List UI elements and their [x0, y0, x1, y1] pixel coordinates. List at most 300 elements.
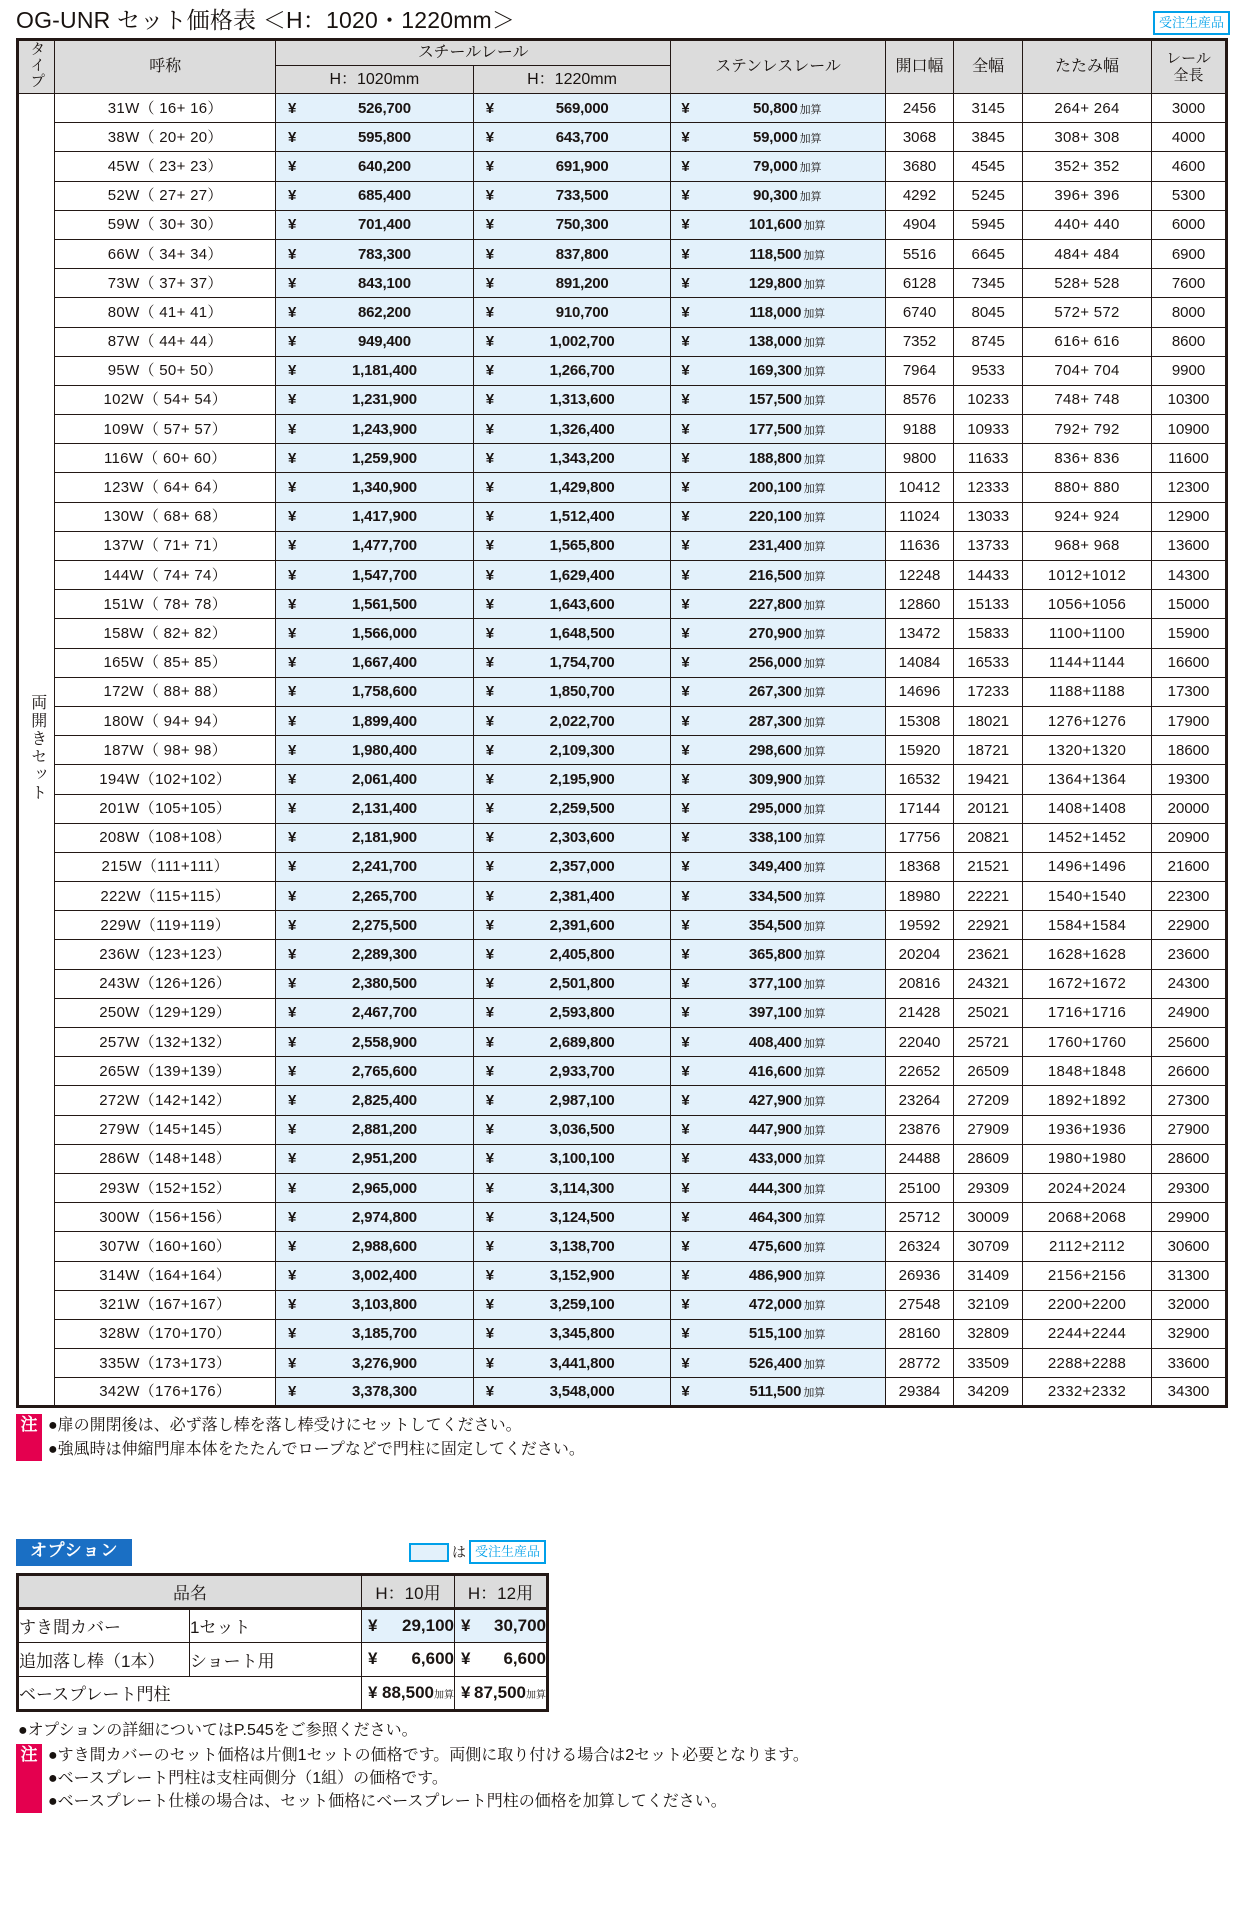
page-title: OG-UNR セット価格表 ＜H：1020・1220mm＞: [16, 7, 516, 33]
cell-fold-width: 1716+1716: [1023, 998, 1152, 1027]
cell-name: 265W（139+139）: [55, 1057, 276, 1086]
cell-fold-width: 880+ 880: [1023, 473, 1152, 502]
cell-rail-length: 24300: [1152, 969, 1227, 998]
cell-name: 95W（ 50+ 50）: [55, 356, 276, 385]
cell-rail-length: 8600: [1152, 327, 1227, 356]
cell-total-width: 3145: [954, 94, 1023, 123]
cell-steel-h1220: ¥ 2,933,700: [473, 1057, 671, 1086]
cell-stainless: ¥ 298,600 加算: [671, 736, 885, 765]
cell-steel-h1220: ¥ 837,800: [473, 239, 671, 268]
cell-rail-length: 28600: [1152, 1144, 1227, 1173]
cell-fold-width: 1584+1584: [1023, 911, 1152, 940]
cell-steel-h1020: ¥ 1,899,400: [276, 706, 474, 735]
table-row: [18, 1115, 1227, 1144]
cell-rail-length: 3000: [1152, 94, 1227, 123]
cell-steel-h1020: ¥ 685,400: [276, 181, 474, 210]
table-row: [18, 736, 1227, 765]
order-made-badge: 受注生産品: [1153, 11, 1230, 35]
bottom-note-body: [16, 1744, 1244, 1814]
cell-total-width: 22921: [954, 911, 1023, 940]
cell-name: 172W（ 88+ 88）: [55, 677, 276, 706]
table-row: [18, 1203, 1227, 1232]
cell-total-width: 32809: [954, 1319, 1023, 1348]
table-row: [18, 911, 1227, 940]
cell-fold-width: 2068+2068: [1023, 1203, 1152, 1232]
opt-cell-price-h12: ¥ 30,700: [455, 1608, 548, 1642]
cell-opening-width: 21428: [885, 998, 954, 1027]
cell-name: 279W（145+145）: [55, 1115, 276, 1144]
cell-fold-width: 792+ 792: [1023, 415, 1152, 444]
cell-opening-width: 27548: [885, 1290, 954, 1319]
options-table-head: [18, 1574, 548, 1608]
col-header-opening-width: 開口幅: [885, 40, 954, 94]
cell-stainless: ¥ 129,800 加算: [671, 269, 885, 298]
table-row: [18, 356, 1227, 385]
cell-fold-width: 1760+1760: [1023, 1028, 1152, 1057]
cell-stainless: ¥ 101,600 加算: [671, 210, 885, 239]
cell-steel-h1220: ¥ 1,754,700: [473, 648, 671, 677]
cell-fold-width: 1540+1540: [1023, 882, 1152, 911]
cell-steel-h1020: ¥ 2,275,500: [276, 911, 474, 940]
cell-total-width: 18721: [954, 736, 1023, 765]
cell-rail-length: 32900: [1152, 1319, 1227, 1348]
cell-total-width: 30709: [954, 1232, 1023, 1261]
cell-fold-width: 440+ 440: [1023, 210, 1152, 239]
cell-name: 66W（ 34+ 34）: [55, 239, 276, 268]
cell-name: 342W（176+176）: [55, 1378, 276, 1407]
cell-rail-length: 27300: [1152, 1086, 1227, 1115]
col-header-steel-h1020: H：1020mm: [276, 66, 474, 94]
cell-opening-width: 18368: [885, 852, 954, 881]
cell-steel-h1020: ¥ 1,417,900: [276, 502, 474, 531]
cell-steel-h1220: ¥ 3,100,100: [473, 1144, 671, 1173]
cell-stainless: ¥ 295,000 加算: [671, 794, 885, 823]
cell-rail-length: 4000: [1152, 123, 1227, 152]
table-row: [18, 531, 1227, 560]
cell-stainless: ¥ 157,500 加算: [671, 385, 885, 414]
cell-name: 257W（132+132）: [55, 1028, 276, 1057]
cell-steel-h1220: ¥ 1,343,200: [473, 444, 671, 473]
type-vertical-label: 両開きセット: [28, 694, 46, 803]
cell-total-width: 6645: [954, 239, 1023, 268]
table-row: [18, 619, 1227, 648]
cell-rail-length: 7600: [1152, 269, 1227, 298]
cell-steel-h1020: ¥ 862,200: [276, 298, 474, 327]
cell-steel-h1220: ¥ 2,195,900: [473, 765, 671, 794]
cell-name: 229W（119+119）: [55, 911, 276, 940]
cell-stainless: ¥ 338,100 加算: [671, 823, 885, 852]
cell-rail-length: 4600: [1152, 152, 1227, 181]
cell-steel-h1020: ¥ 595,800: [276, 123, 474, 152]
cell-total-width: 24321: [954, 969, 1023, 998]
cell-rail-length: 20000: [1152, 794, 1227, 823]
cell-opening-width: 17756: [885, 823, 954, 852]
cell-name: 38W（ 20+ 20）: [55, 123, 276, 152]
legend-wa: は: [451, 1544, 466, 1561]
cell-name: 236W（123+123）: [55, 940, 276, 969]
cell-total-width: 5945: [954, 210, 1023, 239]
cell-stainless: ¥ 416,600 加算: [671, 1057, 885, 1086]
table-row: [18, 1378, 1227, 1407]
opt-cell-price-h10: ¥ 88,500加算: [362, 1676, 455, 1710]
cell-stainless: ¥ 444,300 加算: [671, 1173, 885, 1202]
cell-steel-h1020: ¥ 2,881,200: [276, 1115, 474, 1144]
cell-steel-h1220: ¥ 891,200: [473, 269, 671, 298]
cell-rail-length: 11600: [1152, 444, 1227, 473]
options-legend: [409, 1540, 546, 1564]
note-lines: [42, 1414, 585, 1460]
table-row: [18, 706, 1227, 735]
cell-total-width: 18021: [954, 706, 1023, 735]
cell-steel-h1220: ¥ 3,036,500: [473, 1115, 671, 1144]
cell-total-width: 10233: [954, 385, 1023, 414]
cell-fold-width: 308+ 308: [1023, 123, 1152, 152]
cell-stainless: ¥ 118,000 加算: [671, 298, 885, 327]
cell-opening-width: 7352: [885, 327, 954, 356]
cell-opening-width: 22652: [885, 1057, 954, 1086]
col-header-total-width: 全幅: [954, 40, 1023, 94]
cell-name: 73W（ 37+ 37）: [55, 269, 276, 298]
options-row: [18, 1608, 548, 1642]
opt-col-header-item: 品名: [18, 1574, 362, 1608]
cell-name: 87W（ 44+ 44）: [55, 327, 276, 356]
table-row: [18, 210, 1227, 239]
cell-total-width: 25721: [954, 1028, 1023, 1057]
cell-fold-width: 572+ 572: [1023, 298, 1152, 327]
opt-cell-price-h10: ¥ 6,600: [362, 1642, 455, 1676]
cell-name: 116W（ 60+ 60）: [55, 444, 276, 473]
cell-steel-h1020: ¥ 2,965,000: [276, 1173, 474, 1202]
cell-opening-width: 29384: [885, 1378, 954, 1407]
cell-rail-length: 25600: [1152, 1028, 1227, 1057]
cell-steel-h1220: ¥ 3,259,100: [473, 1290, 671, 1319]
cell-stainless: ¥ 50,800 加算: [671, 94, 885, 123]
cell-total-width: 30009: [954, 1203, 1023, 1232]
bottom-note-badge: 注: [16, 1744, 42, 1814]
cell-steel-h1220: ¥ 2,689,800: [473, 1028, 671, 1057]
cell-opening-width: 3680: [885, 152, 954, 181]
bottom-notes: [16, 1720, 1244, 1814]
cell-steel-h1220: ¥ 750,300: [473, 210, 671, 239]
cell-rail-length: 18600: [1152, 736, 1227, 765]
cell-rail-length: 29900: [1152, 1203, 1227, 1232]
table-row: [18, 823, 1227, 852]
cell-stainless: ¥ 256,000 加算: [671, 648, 885, 677]
cell-steel-h1220: ¥ 2,303,600: [473, 823, 671, 852]
opt-cell-price-h10: ¥ 29,100: [362, 1608, 455, 1642]
cell-rail-length: 16600: [1152, 648, 1227, 677]
cell-total-width: 14433: [954, 561, 1023, 590]
cell-rail-length: 14300: [1152, 561, 1227, 590]
cell-steel-h1220: ¥ 733,500: [473, 181, 671, 210]
cell-fold-width: 1276+1276: [1023, 706, 1152, 735]
bottom-note-line: ●ベースプレート仕様の場合は、セット価格にベースプレート門柱の価格を加算してください。: [48, 1793, 727, 1811]
cell-rail-length: 26600: [1152, 1057, 1227, 1086]
cell-stainless: ¥ 365,800 加算: [671, 940, 885, 969]
cell-steel-h1020: ¥ 2,061,400: [276, 765, 474, 794]
cell-steel-h1020: ¥ 1,667,400: [276, 648, 474, 677]
cell-total-width: 32109: [954, 1290, 1023, 1319]
cell-stainless: ¥ 526,400 加算: [671, 1349, 885, 1378]
cell-steel-h1220: ¥ 2,593,800: [473, 998, 671, 1027]
cell-total-width: 23621: [954, 940, 1023, 969]
cell-fold-width: 396+ 396: [1023, 181, 1152, 210]
cell-steel-h1020: ¥ 2,951,200: [276, 1144, 474, 1173]
cell-name: 187W（ 98+ 98）: [55, 736, 276, 765]
cell-total-width: 27909: [954, 1115, 1023, 1144]
cell-rail-length: 13600: [1152, 531, 1227, 560]
cell-fold-width: 2332+2332: [1023, 1378, 1152, 1407]
cell-fold-width: 528+ 528: [1023, 269, 1152, 298]
cell-opening-width: 23876: [885, 1115, 954, 1144]
cell-fold-width: 1188+1188: [1023, 677, 1152, 706]
cell-opening-width: 4904: [885, 210, 954, 239]
table-row: [18, 940, 1227, 969]
table-row: [18, 269, 1227, 298]
table-row: [18, 1173, 1227, 1202]
cell-steel-h1220: ¥ 643,700: [473, 123, 671, 152]
cell-rail-length: 29300: [1152, 1173, 1227, 1202]
cell-rail-length: 12300: [1152, 473, 1227, 502]
cell-total-width: 20121: [954, 794, 1023, 823]
table-row: [18, 882, 1227, 911]
table-row: [18, 561, 1227, 590]
cell-fold-width: 2024+2024: [1023, 1173, 1152, 1202]
cell-steel-h1220: ¥ 3,152,900: [473, 1261, 671, 1290]
cell-steel-h1020: ¥ 3,002,400: [276, 1261, 474, 1290]
cell-stainless: ¥ 177,500 加算: [671, 415, 885, 444]
options-table-body: [18, 1608, 548, 1710]
cell-steel-h1220: ¥ 1,512,400: [473, 502, 671, 531]
cell-steel-h1020: ¥ 1,231,900: [276, 385, 474, 414]
table-row: [18, 1261, 1227, 1290]
cell-steel-h1020: ¥ 2,467,700: [276, 998, 474, 1027]
cell-stainless: ¥ 515,100 加算: [671, 1319, 885, 1348]
table-row: [18, 385, 1227, 414]
cell-steel-h1020: ¥ 2,380,500: [276, 969, 474, 998]
cell-steel-h1020: ¥ 2,558,900: [276, 1028, 474, 1057]
bottom-note-lines: [42, 1744, 809, 1814]
table-row: [18, 327, 1227, 356]
cell-stainless: ¥ 309,900 加算: [671, 765, 885, 794]
cell-steel-h1020: ¥ 783,300: [276, 239, 474, 268]
table-row: [18, 677, 1227, 706]
cell-steel-h1020: ¥ 2,131,400: [276, 794, 474, 823]
cell-opening-width: 15308: [885, 706, 954, 735]
legend-swatch: [409, 1543, 449, 1562]
cell-fold-width: 1936+1936: [1023, 1115, 1152, 1144]
options-header-row: [16, 1539, 546, 1566]
cell-steel-h1020: ¥ 843,100: [276, 269, 474, 298]
cell-rail-length: 15000: [1152, 590, 1227, 619]
col-header-fold-width: たたみ幅: [1023, 40, 1152, 94]
cell-fold-width: 924+ 924: [1023, 502, 1152, 531]
cell-name: 180W（ 94+ 94）: [55, 706, 276, 735]
cell-steel-h1220: ¥ 1,326,400: [473, 415, 671, 444]
cell-rail-length: 30600: [1152, 1232, 1227, 1261]
cell-total-width: 16533: [954, 648, 1023, 677]
cell-opening-width: 8576: [885, 385, 954, 414]
cell-name: 314W（164+164）: [55, 1261, 276, 1290]
cell-steel-h1220: ¥ 910,700: [473, 298, 671, 327]
cell-opening-width: 25712: [885, 1203, 954, 1232]
options-section: [16, 1539, 1228, 1712]
cell-total-width: 29309: [954, 1173, 1023, 1202]
cell-stainless: ¥ 118,500 加算: [671, 239, 885, 268]
cell-rail-length: 24900: [1152, 998, 1227, 1027]
cell-fold-width: 1892+1892: [1023, 1086, 1152, 1115]
price-table-head: [18, 40, 1227, 94]
cell-opening-width: 5516: [885, 239, 954, 268]
cell-steel-h1020: ¥ 1,980,400: [276, 736, 474, 765]
cell-rail-length: 20900: [1152, 823, 1227, 852]
cell-opening-width: 9188: [885, 415, 954, 444]
cell-steel-h1020: ¥ 1,181,400: [276, 356, 474, 385]
cell-name: 52W（ 27+ 27）: [55, 181, 276, 210]
cell-stainless: ¥ 220,100 加算: [671, 502, 885, 531]
table-row: [18, 1028, 1227, 1057]
options-row: [18, 1676, 548, 1710]
cell-steel-h1220: ¥ 1,565,800: [473, 531, 671, 560]
cell-steel-h1020: ¥ 3,378,300: [276, 1378, 474, 1407]
bottom-note-top-line: ●オプションの詳細についてはP.545をご参照ください。: [18, 1721, 418, 1739]
cell-steel-h1220: ¥ 1,648,500: [473, 619, 671, 648]
cell-steel-h1220: ¥ 2,381,400: [473, 882, 671, 911]
cell-stainless: ¥ 216,500 加算: [671, 561, 885, 590]
cell-name: 201W（105+105）: [55, 794, 276, 823]
cell-total-width: 12333: [954, 473, 1023, 502]
table-row: [18, 590, 1227, 619]
opt-cell-price-h12: ¥ 87,500加算: [455, 1676, 548, 1710]
cell-steel-h1220: ¥ 3,548,000: [473, 1378, 671, 1407]
cell-rail-length: 21600: [1152, 852, 1227, 881]
cell-stainless: ¥ 427,900 加算: [671, 1086, 885, 1115]
cell-total-width: 33509: [954, 1349, 1023, 1378]
cell-steel-h1220: ¥ 1,002,700: [473, 327, 671, 356]
cell-rail-length: 6900: [1152, 239, 1227, 268]
cell-fold-width: 1628+1628: [1023, 940, 1152, 969]
opt-cell-spec: 1セット: [190, 1608, 362, 1642]
cell-opening-width: 15920: [885, 736, 954, 765]
cell-rail-length: 5300: [1152, 181, 1227, 210]
cell-rail-length: 31300: [1152, 1261, 1227, 1290]
cell-steel-h1220: ¥ 2,357,000: [473, 852, 671, 881]
cell-stainless: ¥ 354,500 加算: [671, 911, 885, 940]
cell-steel-h1020: ¥ 1,566,000: [276, 619, 474, 648]
cell-stainless: ¥ 377,100 加算: [671, 969, 885, 998]
cell-rail-length: 17300: [1152, 677, 1227, 706]
cell-total-width: 22221: [954, 882, 1023, 911]
cell-name: 158W（ 82+ 82）: [55, 619, 276, 648]
cell-fold-width: 1848+1848: [1023, 1057, 1152, 1086]
cell-stainless: ¥ 464,300 加算: [671, 1203, 885, 1232]
cell-steel-h1020: ¥ 2,181,900: [276, 823, 474, 852]
col-header-steel-rail: スチールレール: [276, 40, 671, 66]
cell-total-width: 20821: [954, 823, 1023, 852]
cell-name: 243W（126+126）: [55, 969, 276, 998]
cell-steel-h1020: ¥ 1,547,700: [276, 561, 474, 590]
cell-opening-width: 10412: [885, 473, 954, 502]
cell-fold-width: 1408+1408: [1023, 794, 1152, 823]
cell-opening-width: 7964: [885, 356, 954, 385]
cell-fold-width: 1980+1980: [1023, 1144, 1152, 1173]
table-row: [18, 765, 1227, 794]
cell-stainless: ¥ 472,000 加算: [671, 1290, 885, 1319]
cell-name: 144W（ 74+ 74）: [55, 561, 276, 590]
cell-stainless: ¥ 408,400 加算: [671, 1028, 885, 1057]
cell-opening-width: 6128: [885, 269, 954, 298]
cell-fold-width: 2156+2156: [1023, 1261, 1152, 1290]
cell-stainless: ¥ 169,300 加算: [671, 356, 885, 385]
table-row: [18, 123, 1227, 152]
cell-opening-width: 14696: [885, 677, 954, 706]
cell-total-width: 28609: [954, 1144, 1023, 1173]
cell-name: 335W（173+173）: [55, 1349, 276, 1378]
cell-rail-length: 10900: [1152, 415, 1227, 444]
table-row: [18, 473, 1227, 502]
cell-stainless: ¥ 90,300 加算: [671, 181, 885, 210]
cell-total-width: 15833: [954, 619, 1023, 648]
cell-total-width: 4545: [954, 152, 1023, 181]
cell-fold-width: 352+ 352: [1023, 152, 1152, 181]
cell-rail-length: 12900: [1152, 502, 1227, 531]
cell-name: 293W（152+152）: [55, 1173, 276, 1202]
cell-name: 45W（ 23+ 23）: [55, 152, 276, 181]
cell-opening-width: 25100: [885, 1173, 954, 1202]
cell-steel-h1220: ¥ 3,138,700: [473, 1232, 671, 1261]
cell-opening-width: 26324: [885, 1232, 954, 1261]
cell-opening-width: 13472: [885, 619, 954, 648]
col-header-stainless-rail: ステンレスレール: [671, 40, 885, 94]
table-row: [18, 648, 1227, 677]
cell-name: 109W（ 57+ 57）: [55, 415, 276, 444]
cell-total-width: 5245: [954, 181, 1023, 210]
cell-steel-h1020: ¥ 1,758,600: [276, 677, 474, 706]
cell-opening-width: 22040: [885, 1028, 954, 1057]
cell-opening-width: 11024: [885, 502, 954, 531]
cell-steel-h1220: ¥ 2,259,500: [473, 794, 671, 823]
cell-total-width: 19421: [954, 765, 1023, 794]
cell-steel-h1020: ¥ 2,974,800: [276, 1203, 474, 1232]
cell-stainless: ¥ 475,600 加算: [671, 1232, 885, 1261]
cell-opening-width: 26936: [885, 1261, 954, 1290]
cell-opening-width: 11636: [885, 531, 954, 560]
cell-name: 272W（142+142）: [55, 1086, 276, 1115]
table-row: [18, 1232, 1227, 1261]
cell-total-width: 34209: [954, 1378, 1023, 1407]
col-header-steel-h1220: H：1220mm: [473, 66, 671, 94]
cell-opening-width: 2456: [885, 94, 954, 123]
cell-steel-h1220: ¥ 2,109,300: [473, 736, 671, 765]
cell-name: 321W（167+167）: [55, 1290, 276, 1319]
table-row: [18, 1349, 1227, 1378]
opt-cell-name: 追加落し棒（1本）: [18, 1642, 190, 1676]
table-row: [18, 794, 1227, 823]
cell-name: 286W（148+148）: [55, 1144, 276, 1173]
cell-rail-length: 19300: [1152, 765, 1227, 794]
cell-total-width: 21521: [954, 852, 1023, 881]
cell-opening-width: 18980: [885, 882, 954, 911]
table-row: [18, 1057, 1227, 1086]
opt-cell-spec: ショート用: [190, 1642, 362, 1676]
cell-fold-width: 1320+1320: [1023, 736, 1152, 765]
opt-col-header-h12: H：12用: [455, 1574, 548, 1608]
cell-steel-h1020: ¥ 1,561,500: [276, 590, 474, 619]
cell-stainless: ¥ 433,000 加算: [671, 1144, 885, 1173]
cell-steel-h1220: ¥ 2,391,600: [473, 911, 671, 940]
cell-stainless: ¥ 267,300 加算: [671, 677, 885, 706]
cell-steel-h1220: ¥ 1,266,700: [473, 356, 671, 385]
